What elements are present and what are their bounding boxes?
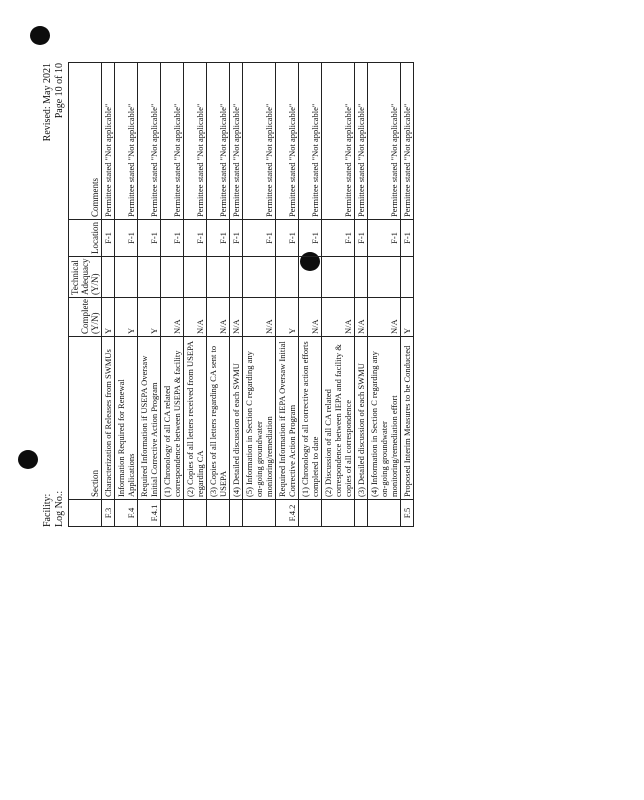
table-row [115, 63, 138, 527]
row-location: F-1 [401, 220, 414, 257]
row-number [207, 500, 230, 527]
row-section: (2) Discussion of all CA related correspondence between IEPA and facility & copies of all correspondence [322, 337, 355, 500]
row-location: F-1 [161, 220, 184, 257]
row-location: F-1 [207, 220, 230, 257]
row-complete: Y [401, 298, 414, 337]
row-location: F-1 [243, 220, 276, 257]
row-complete: Y [276, 298, 299, 337]
row-section: Proposed Interim Measures to be Conducted [401, 337, 414, 500]
row-complete: N/A [230, 298, 243, 337]
row-section: (3) Detailed discussion of each SWMU [355, 337, 368, 500]
row-number [243, 500, 276, 527]
table-body [102, 63, 414, 527]
row-technical-adequacy [299, 257, 322, 298]
row-section: (2) Copies of all letters received from USEPA regarding CA [184, 337, 207, 500]
table-row [161, 63, 184, 527]
table-row [138, 63, 161, 527]
page-number: Page 10 of 10 [54, 63, 65, 119]
log-number-label: Log No.: [54, 490, 65, 527]
revision-info [42, 63, 66, 141]
row-location: F-1 [138, 220, 161, 257]
row-section: (1) Chronology of all CA related correspondence between USEPA & facility [161, 337, 184, 500]
table-row [355, 63, 368, 527]
table-row [276, 63, 299, 527]
column-header-comments: Comments [69, 63, 102, 220]
row-section: Characterization of Releases from SWMUs [102, 337, 115, 500]
facility-info [42, 491, 66, 527]
table-row [207, 63, 230, 527]
table-row [230, 63, 243, 527]
row-section: (3) Copies of all letters regarding CA sent to USEPA [207, 337, 230, 500]
checklist-table [68, 62, 414, 527]
column-header-number [69, 500, 102, 527]
row-complete: Y [102, 298, 115, 337]
table-row [243, 63, 276, 527]
row-comments: Permittee stated "Not applicable" [184, 63, 207, 220]
row-location: F-1 [299, 220, 322, 257]
row-technical-adequacy [207, 257, 230, 298]
row-location: F-1 [276, 220, 299, 257]
row-technical-adequacy [184, 257, 207, 298]
row-number: F.4.1 [138, 500, 161, 527]
row-technical-adequacy [401, 257, 414, 298]
revised-date: Revised: May 2021 [42, 63, 53, 142]
row-number: F.4 [115, 500, 138, 527]
row-technical-adequacy [368, 257, 401, 298]
row-number [161, 500, 184, 527]
row-comments: Permittee stated "Not applicable" [401, 63, 414, 220]
row-technical-adequacy [243, 257, 276, 298]
row-number [322, 500, 355, 527]
table-row [102, 63, 115, 527]
row-technical-adequacy [230, 257, 243, 298]
column-header-section: Section [69, 337, 102, 500]
row-number [355, 500, 368, 527]
row-technical-adequacy [276, 257, 299, 298]
row-comments: Permittee stated "Not applicable" [243, 63, 276, 220]
row-number: F.4.2 [276, 500, 299, 527]
row-complete: N/A [322, 298, 355, 337]
row-section: (4) Information in Section C regarding any on-going groundwater monitoring/remediation effort [368, 337, 401, 500]
row-location: F-1 [184, 220, 207, 257]
row-complete: N/A [207, 298, 230, 337]
row-section: Required Information if USEPA Oversaw Initial Corrective Action Program [138, 337, 161, 500]
row-technical-adequacy [322, 257, 355, 298]
punch-hole-top [30, 26, 50, 45]
row-number [299, 500, 322, 527]
row-complete: N/A [243, 298, 276, 337]
row-comments: Permittee stated "Not applicable" [276, 63, 299, 220]
row-technical-adequacy [138, 257, 161, 298]
row-complete: N/A [184, 298, 207, 337]
table-row [368, 63, 401, 527]
row-section: Required Information if IEPA Oversaw Initial Corrective Action Program [276, 337, 299, 500]
table-row [184, 63, 207, 527]
column-header-complete: Complete (Y/N) [69, 298, 102, 337]
row-complete: N/A [355, 298, 368, 337]
row-comments: Permittee stated "Not applicable" [355, 63, 368, 220]
row-complete: Y [138, 298, 161, 337]
row-comments: Permittee stated "Not applicable" [230, 63, 243, 220]
row-complete: N/A [299, 298, 322, 337]
row-comments: Permittee stated "Not applicable" [102, 63, 115, 220]
row-section: (5) Information in Section C regarding any on-going groundwater monitoring/remediation [243, 337, 276, 500]
row-location: F-1 [230, 220, 243, 257]
row-complete: N/A [368, 298, 401, 337]
row-technical-adequacy [102, 257, 115, 298]
row-number [230, 500, 243, 527]
row-location: F-1 [115, 220, 138, 257]
row-comments: Permittee stated "Not applicable" [207, 63, 230, 220]
row-comments: Permittee stated "Not applicable" [115, 63, 138, 220]
column-header-location: Location [69, 220, 102, 257]
row-number: F.3 [102, 500, 115, 527]
row-technical-adequacy [355, 257, 368, 298]
row-location: F-1 [368, 220, 401, 257]
row-complete: Y [115, 298, 138, 337]
table-row [401, 63, 414, 527]
table-row [322, 63, 355, 527]
row-comments: Permittee stated "Not applicable" [368, 63, 401, 220]
row-number: F.5 [401, 500, 414, 527]
rotated-page [32, 45, 592, 545]
row-location: F-1 [355, 220, 368, 257]
table-header-row [69, 63, 102, 527]
row-comments: Permittee stated "Not applicable" [138, 63, 161, 220]
row-technical-adequacy [115, 257, 138, 298]
row-comments: Permittee stated "Not applicable" [299, 63, 322, 220]
row-complete: N/A [161, 298, 184, 337]
row-section: Information Required for Renewal Applications [115, 337, 138, 500]
row-location: F-1 [102, 220, 115, 257]
row-number [368, 500, 401, 527]
row-number [184, 500, 207, 527]
column-header-technical-adequacy: Technical Adequacy (Y/N) [69, 257, 102, 298]
table-row [299, 63, 322, 527]
row-section: (4) Detailed discussion of each SWMU [230, 337, 243, 500]
facility-label: Facility: [42, 493, 53, 527]
row-technical-adequacy [161, 257, 184, 298]
row-comments: Permittee stated "Not applicable" [322, 63, 355, 220]
row-comments: Permittee stated "Not applicable" [161, 63, 184, 220]
row-section: (1) Chronology of all corrective action efforts completed to date [299, 337, 322, 500]
row-location: F-1 [322, 220, 355, 257]
